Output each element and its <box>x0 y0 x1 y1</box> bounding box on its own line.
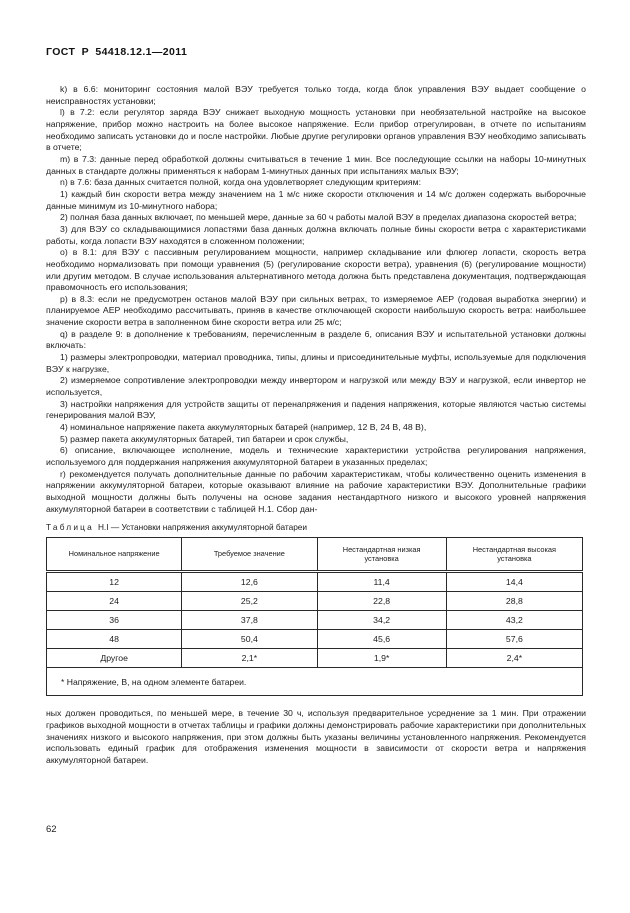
table-cell: 2,4* <box>446 649 582 668</box>
list-item-q4: 4) номинальное напряжение пакета аккумуляторных батарей (например, 12 В, 24 В, 48 В), <box>60 422 427 433</box>
list-item-n1: 1) каждый бин скорости ветра между значением на 1 м/с ниже скорости отключения и 14 м/с должен содержать выборочные данные минимум из 10-минутного набора; <box>46 188 586 211</box>
table-cell: 37,8 <box>182 611 317 630</box>
table-block <box>46 522 586 696</box>
table-cell: 34,2 <box>317 611 446 630</box>
paragraph-r: r) рекомендуется получать дополнительные данные по рабочим характеристикам, чтобы количественно оценить изменения в напряжении аккумуляторной батареи, которые оказывают влияние на рабочие характеристики ВЭУ. Дополнительные графики выходной мощности должны быть получены на основе задания нестандартного низкого и высокого уровней напряжения аккумуляторной батареи в соответствии с таблицей Н.1. Сбор дан- <box>46 468 586 514</box>
paragraph-q: q) в разделе 9: в дополнение к требованиям, перечисленным в разделе 6, описания ВЭУ и испытательной установки должны включать: <box>46 328 586 351</box>
list-item-q6: 6) описание, включающее исполнение, модель и технические характеристики устройства регулирования напряжения, используемого для поддержания напряжения аккумуляторной батареи в указанных пределах; <box>46 445 586 467</box>
paragraph-n: n) в 7.6: база данных считается полной, когда она удовлетворяет следующим критериям: <box>60 177 421 188</box>
table-cell: 36 <box>47 611 182 630</box>
table-cell: 14,4 <box>446 572 582 592</box>
table-cell: 28,8 <box>446 592 582 611</box>
page-number: 62 <box>46 824 57 835</box>
table-row <box>47 592 583 611</box>
table-cell: 12 <box>47 572 182 592</box>
column-header-required-value: Требуемое значение <box>182 538 317 572</box>
paragraph-l: l) в 7.2: если регулятор заряда ВЭУ снижает выходную мощность установки при необязательной настройке на высокое напряжение, прибор можно настроить на более высокое напряжение. Если прибор отрегулирован, в отчете по испытаниям необходимо записать установки до и после настройки. Любые другие регулировки органов управления ВЭУ необходимо записывать в отчете; <box>46 107 586 153</box>
list-item-n3: 3) для ВЭУ со складывающимися лопастями база данных должна включать полные бины скорости ветра с характеристиками работы, когда лопасти ВЭУ находятся в сложенном положении; <box>46 223 586 246</box>
table-caption-title: Н.I — Установки напряжения аккумуляторной батареи <box>97 522 308 533</box>
paragraph-k: k) в 6.6: мониторинг состояния малой ВЭУ требуется только тогда, когда блок управления ВЭУ выдает сообщение о неисправностях установки; <box>46 84 586 106</box>
column-header-nonstandard-high: Нестандартная высокая установка <box>446 538 582 572</box>
paragraph-m: m) в 7.3: данные перед обработкой должны считываться в течение 1 мин. Все последующие ссылки на наборы 10-минутных данных в стандарте должны применяться к наборам 1-минутных данных при испытаниях малых ВЭУ; <box>46 153 586 176</box>
battery-voltage-table <box>46 537 583 696</box>
table-cell: 1,9* <box>317 649 446 668</box>
list-item-q2: 2) измеряемое сопротивление электропроводки между инвертором и нагрузкой или между ВЭУ и нагрузкой, если инвертор не используется, <box>46 375 586 398</box>
table-row <box>47 630 583 649</box>
paragraph-o: о) в 8.1: для ВЭУ с пассивным регулированием мощности, например складывание или флюгер лопасти, скорость ветра необходимо нормализовать при помощи уравнения (5) (регулирование скорости ветра), уравнения (6) (регулирование мощности) или другим методом. В случае использования альтернативного метода должна быть представлена документация, подтверждающая правомочность его использования; <box>46 247 586 293</box>
table-row <box>47 611 583 630</box>
column-header-nominal-voltage: Номинальное напряжение <box>47 538 182 572</box>
table-caption-label: Таблица <box>46 522 94 533</box>
body-text <box>46 84 586 767</box>
standard-number-heading: ГОСТ Р 54418.12.1—2011 <box>46 46 188 58</box>
table-cell: 57,6 <box>446 630 582 649</box>
table-cell: 12,6 <box>182 572 317 592</box>
continuation-paragraph: ных должен проводиться, по меньшей мере, в течение 30 ч, используя предварительное усреднение за 1 мин. При отражении графиков выходной мощности в отчетах таблицы и графики должны демонстрировать рабочие характеристики при дополнительных значениях низкого и высокого напряжения, при этом должны быть указаны величины установленного напряжения. Рекомендуется использовать единый график для отображения изменения мощности в зависимости от скорости ветра и напряжения аккумуляторной батареи. <box>46 708 586 765</box>
column-header-nonstandard-low: Нестандартная низкая установка <box>317 538 446 572</box>
table-cell: Другое <box>47 649 182 668</box>
table-cell: 2,1* <box>182 649 317 668</box>
table-cell: 11,4 <box>317 572 446 592</box>
table-cell: 24 <box>47 592 182 611</box>
table-footnote: * Напряжение, В, на одном элементе батареи. <box>47 668 583 696</box>
table-cell: 25,2 <box>182 592 317 611</box>
table-cell: 43,2 <box>446 611 582 630</box>
table-caption <box>46 522 586 532</box>
list-item-q3: 3) настройки напряжения для устройств защиты от перенапряжения и падения напряжения, которые являются частью системы генерирования малой ВЭУ, <box>46 398 586 421</box>
table-cell: 48 <box>47 630 182 649</box>
paragraph-p: p) в 8.3: если не предусмотрен останов малой ВЭУ при сильных ветрах, то измеряемое АЕР (годовая выработка энергии) и планируемое АЕР необходимо рассчитывать, приняв в качестве отключающей скорости наибольшую скорость ветра: наибольшее значение скорости ветра в заполненном бине скорости ветра или 25 м/с; <box>46 293 586 328</box>
table-row <box>47 649 583 668</box>
table-cell: 50,4 <box>182 630 317 649</box>
table-cell: 45,6 <box>317 630 446 649</box>
list-item-n2: 2) полная база данных включает, по меньшей мере, данные за 60 ч работы малой ВЭУ в пределах диапазона скоростей ветра; <box>60 212 577 223</box>
table-row <box>47 572 583 592</box>
table-cell: 22,8 <box>317 592 446 611</box>
list-item-q5: 5) размер пакета аккумуляторных батарей, тип батареи и срок службы, <box>60 433 349 444</box>
table-footnote-row <box>47 668 583 696</box>
table-header-row <box>47 538 583 572</box>
list-item-q1: 1) размеры электропроводки, материал проводника, типы, длины и присоединительные муфты, используемые для подключения ВЭУ к нагрузке, <box>46 352 586 374</box>
